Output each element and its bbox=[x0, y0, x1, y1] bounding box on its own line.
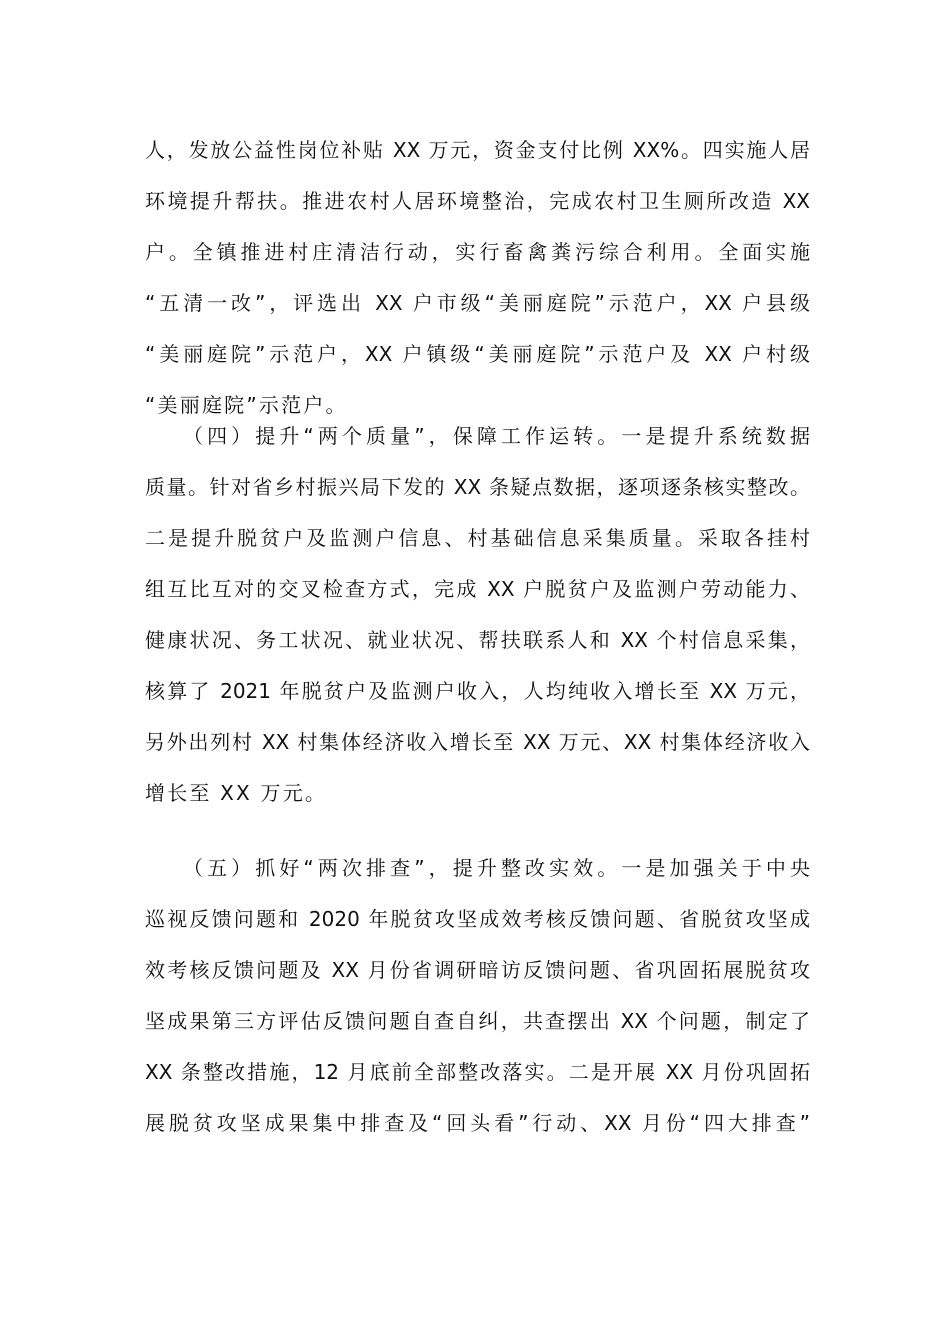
paragraph-line: （五）抓好“两次排查”，提升整改实效。一是加强关于中央 bbox=[183, 856, 810, 880]
paragraph-line: 人，发放公益性岗位补贴 XX 万元，资金支付比例 XX%。四实施人居 bbox=[145, 138, 810, 162]
paragraph-1 bbox=[145, 125, 810, 431]
paragraph-line: 质量。针对省乡村振兴局下发的 XX 条疑点数据，逐项逐条核实整改。 bbox=[145, 475, 810, 499]
paragraph-2 bbox=[145, 411, 810, 819]
paragraph-line: 巡视反馈问题和 2020 年脱贫攻坚成效考核反馈问题、省脱贫攻坚成 bbox=[145, 907, 810, 931]
paragraph-line: 增长至 XX 万元。 bbox=[145, 781, 328, 805]
paragraph-line: 坚成果第三方评估反馈问题自查自纠，共查摆出 XX 个问题，制定了 bbox=[145, 1009, 810, 1033]
paragraph-3 bbox=[145, 843, 810, 1149]
paragraph-line: 展脱贫攻坚成果集中排查及“回头看”行动、XX 月份“四大排查” bbox=[145, 1111, 810, 1135]
paragraph-line: “五清一改”，评选出 XX 户市级“美丽庭院”示范户，XX 户县级 bbox=[145, 291, 810, 315]
paragraph-line: （四）提升“两个质量”，保障工作运转。一是提升系统数据 bbox=[183, 424, 810, 448]
paragraph-line: 环境提升帮扶。推进农村人居环境整治，完成农村卫生厕所改造 XX bbox=[145, 189, 810, 213]
paragraph-line: “美丽庭院”示范户。 bbox=[145, 393, 348, 417]
paragraph-line: 效考核反馈问题及 XX 月份省调研暗访反馈问题、省巩固拓展脱贫攻 bbox=[145, 958, 810, 982]
paragraph-line: 另外出列村 XX 村集体经济收入增长至 XX 万元、XX 村集体经济收入 bbox=[145, 730, 810, 754]
paragraph-line: 核算了 2021 年脱贫户及监测户收入，人均纯收入增长至 XX 万元， bbox=[145, 679, 810, 703]
paragraph-line: XX 条整改措施，12 月底前全部整改落实。二是开展 XX 月份巩固拓 bbox=[145, 1060, 810, 1084]
paragraph-line: 户。全镇推进村庄清洁行动，实行畜禽粪污综合利用。全面实施 bbox=[145, 240, 810, 264]
paragraph-line: 组互比互对的交叉检查方式，完成 XX 户脱贫户及监测户劳动能力、 bbox=[145, 577, 810, 601]
paragraph-line: 健康状况、务工状况、就业状况、帮扶联系人和 XX 个村信息采集， bbox=[145, 628, 810, 652]
paragraph-line: 二是提升脱贫户及监测户信息、村基础信息采集质量。采取各挂村 bbox=[145, 526, 810, 550]
paragraph-line: “美丽庭院”示范户，XX 户镇级“美丽庭院”示范户及 XX 户村级 bbox=[145, 342, 810, 366]
